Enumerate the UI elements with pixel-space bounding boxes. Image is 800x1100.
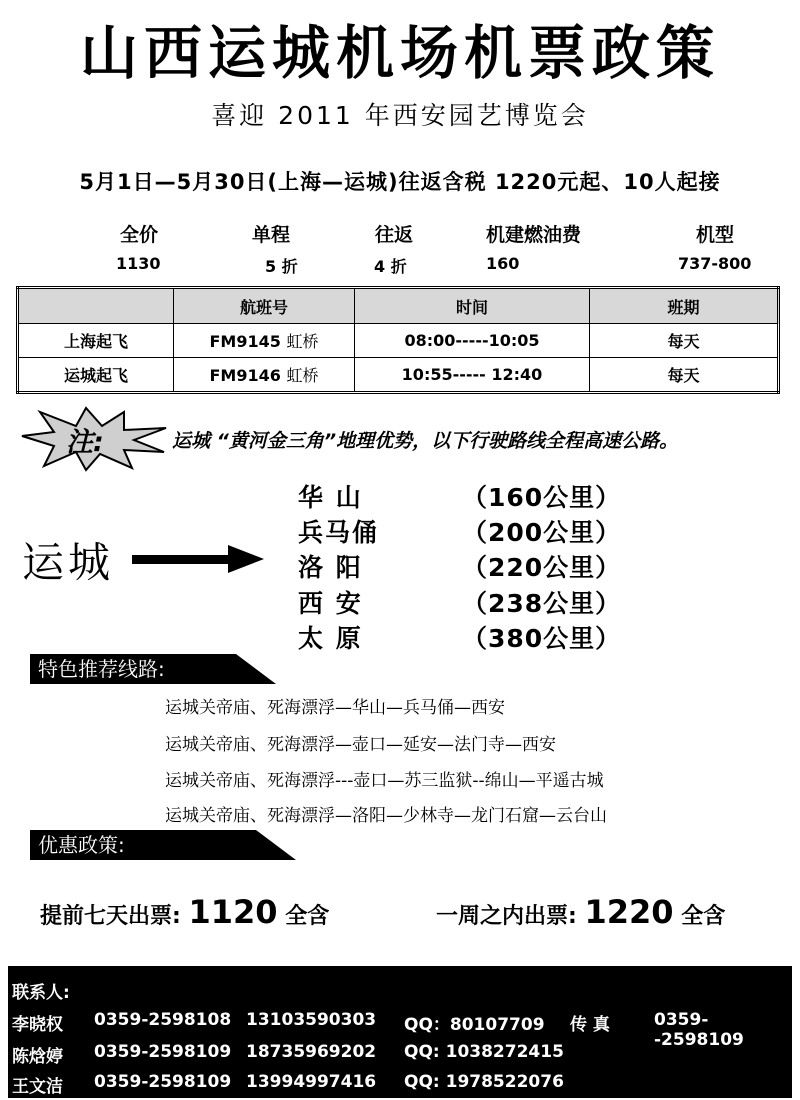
contact-mobile: 18735969202 — [246, 1042, 377, 1062]
fare-value-fee: 160 — [486, 254, 520, 273]
contact-name: 陈焓婷 — [12, 1047, 63, 1067]
fare-header-oneway: 单程 — [252, 224, 291, 246]
destination-name: 西 安 — [298, 589, 363, 618]
contact-qq: QQ: 1978522076 — [404, 1072, 564, 1092]
list-item: 运城关帝庙、死海漂浮—壶口—延安—法门寺—西安 — [165, 735, 556, 755]
fare-header-fee: 机建燃油费 — [486, 224, 582, 246]
contact-name: 李晓权 — [12, 1015, 63, 1035]
flight-number: FM9145 — [209, 332, 281, 351]
contact-box — [8, 966, 792, 1098]
fare-header-aircraft: 机型 — [696, 224, 735, 246]
destination-distance: （160公里） — [462, 483, 622, 512]
list-item: 运城关帝庙、死海漂浮—洛阳—少林寺—龙门石窟—云台山 — [165, 806, 607, 826]
contact-title: 联系人: — [12, 983, 70, 1003]
note-label: 注: — [66, 427, 104, 458]
policy-label: 一周之内出票: — [436, 904, 577, 929]
routes-title: 特色推荐线路: — [38, 657, 165, 681]
fare-value-return: 4 折 — [374, 257, 407, 276]
table-header-row — [18, 288, 779, 324]
fax-number: 0359--2598109 — [654, 1010, 744, 1050]
route-cell: 上海起飞 — [18, 324, 174, 358]
flight-cell — [174, 358, 355, 393]
note-text — [172, 426, 678, 453]
policy-price: 1220 — [584, 893, 674, 931]
table-row — [18, 324, 779, 358]
destination-distance: （220公里） — [462, 553, 622, 582]
route-cell: 运城起飞 — [18, 358, 174, 393]
contact-qq: QQ：80107709 — [404, 1015, 545, 1035]
schedule-cell: 每天 — [590, 358, 779, 393]
fare-header-return: 往返 — [375, 224, 414, 246]
destination-name: 华 山 — [298, 483, 363, 512]
policy-suffix: 全含 — [285, 904, 330, 929]
policy-item — [436, 893, 725, 931]
fare-header-full: 全价 — [120, 224, 159, 246]
airport-name: 虹桥 — [286, 366, 319, 385]
routes-banner — [30, 654, 276, 684]
time-cell: 10:55----- 12:40 — [355, 358, 590, 393]
schedule-cell: 每天 — [590, 324, 779, 358]
subtitle: 喜迎 2011 年西安园艺博览会 — [211, 101, 589, 130]
time-cell: 08:00-----10:05 — [355, 324, 590, 358]
arrow-right-icon — [132, 544, 264, 574]
contact-mobile: 13994997416 — [246, 1072, 377, 1092]
fare-value-full: 1130 — [116, 254, 161, 273]
destination-name: 洛 阳 — [298, 553, 363, 582]
destination-distance: （200公里） — [462, 518, 622, 547]
list-item: 运城关帝庙、死海漂浮---壶口—苏三监狱--绵山—平遥古城 — [165, 771, 604, 791]
fax-label: 传 真 — [570, 1015, 610, 1035]
policy-title: 优惠政策: — [38, 833, 125, 857]
fare-value-oneway: 5 折 — [265, 257, 298, 276]
destination-name: 太 原 — [298, 624, 363, 653]
flight-cell — [174, 324, 355, 358]
fare-value-aircraft: 737-800 — [678, 254, 752, 273]
destination-distance: （238公里） — [462, 589, 622, 618]
table-header-time: 时间 — [355, 288, 590, 324]
destination-distance: （380公里） — [462, 624, 622, 653]
promo-line: 5月1日—5月30日(上海—运城)往返含税 1220元起、10人起接 — [79, 170, 721, 194]
airport-name: 虹桥 — [286, 332, 319, 351]
origin-city: 运城 — [22, 538, 115, 587]
destination-name: 兵马俑 — [298, 518, 380, 547]
policy-item — [40, 893, 329, 931]
note-city: 运城 — [172, 430, 211, 452]
policy-banner — [30, 830, 296, 860]
note-body: “黄河金三角”地理优势，以下行驶路线全程高速公路。 — [216, 430, 679, 452]
contact-qq: QQ: 1038272415 — [404, 1042, 564, 1062]
table-row — [18, 358, 779, 393]
contact-phone: 0359-2598109 — [94, 1072, 232, 1092]
page-title: 山西运城机场机票政策 — [79, 19, 720, 87]
contact-mobile: 13103590303 — [246, 1010, 377, 1030]
table-header-schedule: 班期 — [590, 288, 779, 324]
policy-label: 提前七天出票: — [40, 904, 181, 929]
contact-phone: 0359-2598109 — [94, 1042, 232, 1062]
table-header-flight: 航班号 — [174, 288, 355, 324]
contact-name: 王文洁 — [12, 1077, 63, 1097]
flight-number: FM9146 — [209, 366, 281, 385]
policy-price: 1120 — [188, 893, 278, 931]
list-item: 运城关帝庙、死海漂浮—华山—兵马俑—西安 — [165, 698, 505, 718]
flight-table — [16, 286, 780, 394]
contact-phone: 0359-2598108 — [94, 1010, 232, 1030]
policy-suffix: 全含 — [681, 904, 726, 929]
table-header-route — [18, 288, 174, 324]
